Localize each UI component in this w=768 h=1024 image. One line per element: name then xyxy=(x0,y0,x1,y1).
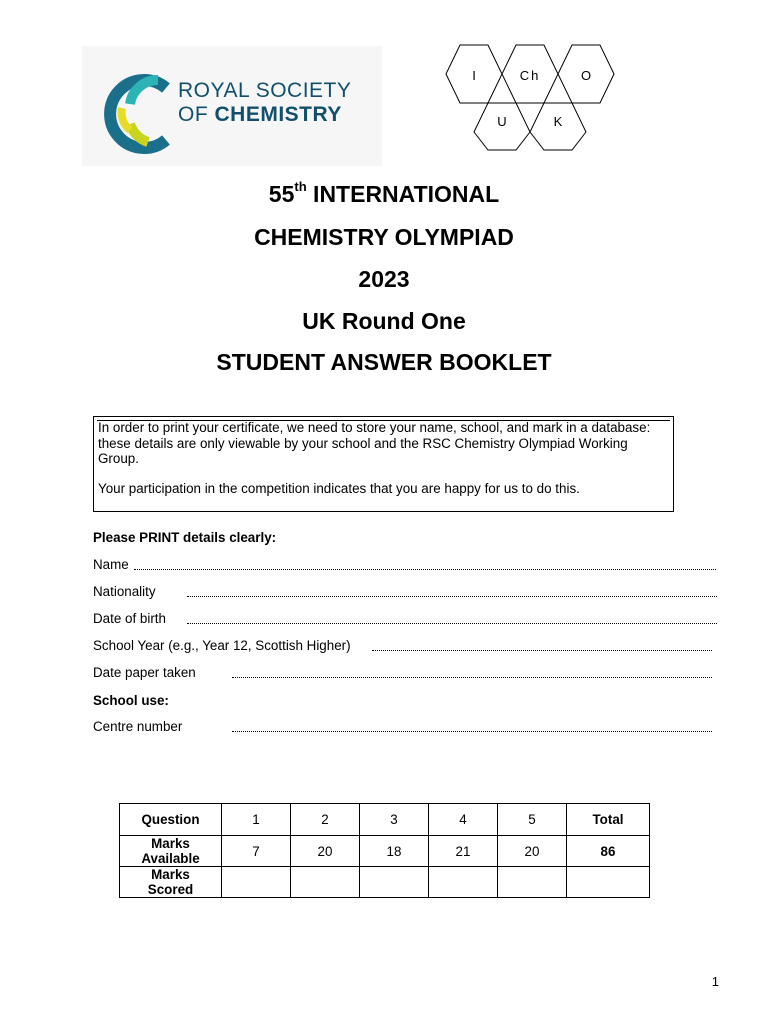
available-q3: 18 xyxy=(360,836,429,867)
title-line-booklet: STUDENT ANSWER BOOKLET xyxy=(216,349,552,375)
marks-available-label xyxy=(120,836,222,867)
centre-number-label: Centre number xyxy=(93,719,183,734)
header-total: Total xyxy=(567,804,650,836)
hex-label-ch: Ch xyxy=(519,68,541,83)
marks-available-label-line2: Available xyxy=(141,851,200,866)
icho-uk-hex-logo xyxy=(440,40,620,155)
nationality-field[interactable] xyxy=(187,595,717,597)
available-q4: 21 xyxy=(429,836,498,867)
table-header-row xyxy=(120,804,650,836)
print-details-heading: Please PRINT details clearly: xyxy=(93,530,277,545)
available-total: 86 xyxy=(567,836,650,867)
hex-label-o: O xyxy=(580,68,592,83)
logo-text-line1: ROYAL SOCIETY xyxy=(178,79,352,102)
page-number: 1 xyxy=(711,974,719,989)
marks-scored-label xyxy=(120,867,222,898)
logo-text-chemistry: CHEMISTRY xyxy=(214,103,342,126)
marks-scored-row xyxy=(120,867,650,898)
nationality-label: Nationality xyxy=(93,584,156,599)
hex-label-i: I xyxy=(472,68,476,83)
title-superscript: th xyxy=(294,179,307,195)
scored-q4[interactable] xyxy=(429,867,498,898)
marks-scored-label-line2: Scored xyxy=(147,882,194,897)
header-q3: 3 xyxy=(360,804,429,836)
marks-scored-label-line1: Marks xyxy=(151,867,190,882)
hex-label-u: U xyxy=(497,114,507,129)
date-of-birth-label: Date of birth xyxy=(93,611,166,626)
title-international: INTERNATIONAL xyxy=(306,181,500,207)
title-line-international xyxy=(0,181,768,208)
title-line-olympiad: CHEMISTRY OLYMPIAD xyxy=(254,224,514,250)
header-q4: 4 xyxy=(429,804,498,836)
school-use-heading: School use: xyxy=(93,693,169,708)
hex-label-k: K xyxy=(553,114,563,129)
marks-available-row xyxy=(120,836,650,867)
school-year-field[interactable] xyxy=(372,649,712,651)
title-line-year: 2023 xyxy=(358,266,410,292)
title-number: 55 xyxy=(268,181,295,207)
logo-text-of: OF xyxy=(178,103,215,126)
centre-number-field[interactable] xyxy=(232,730,712,732)
date-taken-field[interactable] xyxy=(232,676,712,678)
header-q2: 2 xyxy=(291,804,360,836)
marks-available-label-line1: Marks xyxy=(151,836,190,851)
date-of-birth-field[interactable] xyxy=(187,622,717,624)
date-taken-label: Date paper taken xyxy=(93,665,196,680)
data-consent-notice xyxy=(93,416,674,512)
school-year-label: School Year (e.g., Year 12, Scottish Higher) xyxy=(93,638,351,653)
scored-total[interactable] xyxy=(567,867,650,898)
scored-q2[interactable] xyxy=(291,867,360,898)
marks-table xyxy=(119,803,650,898)
notice-paragraph-1: In order to print your certificate, we need to store your name, school, and mark in a database: these details are only viewable by your school and the RSC Chemistry Olympiad Working Group. xyxy=(98,420,651,466)
available-q1: 7 xyxy=(222,836,291,867)
name-label: Name xyxy=(93,557,129,572)
available-q5: 20 xyxy=(498,836,567,867)
title-line-round: UK Round One xyxy=(302,308,466,334)
header-q5: 5 xyxy=(498,804,567,836)
available-q2: 20 xyxy=(291,836,360,867)
scored-q3[interactable] xyxy=(360,867,429,898)
rsc-logo xyxy=(82,46,382,166)
scored-q5[interactable] xyxy=(498,867,567,898)
scored-q1[interactable] xyxy=(222,867,291,898)
notice-paragraph-2: Your participation in the competition indicates that you are happy for us to do this. xyxy=(98,481,580,496)
header-question: Question xyxy=(120,804,222,836)
header-q1: 1 xyxy=(222,804,291,836)
logo-text-line2 xyxy=(178,103,342,127)
name-field[interactable] xyxy=(134,568,716,570)
